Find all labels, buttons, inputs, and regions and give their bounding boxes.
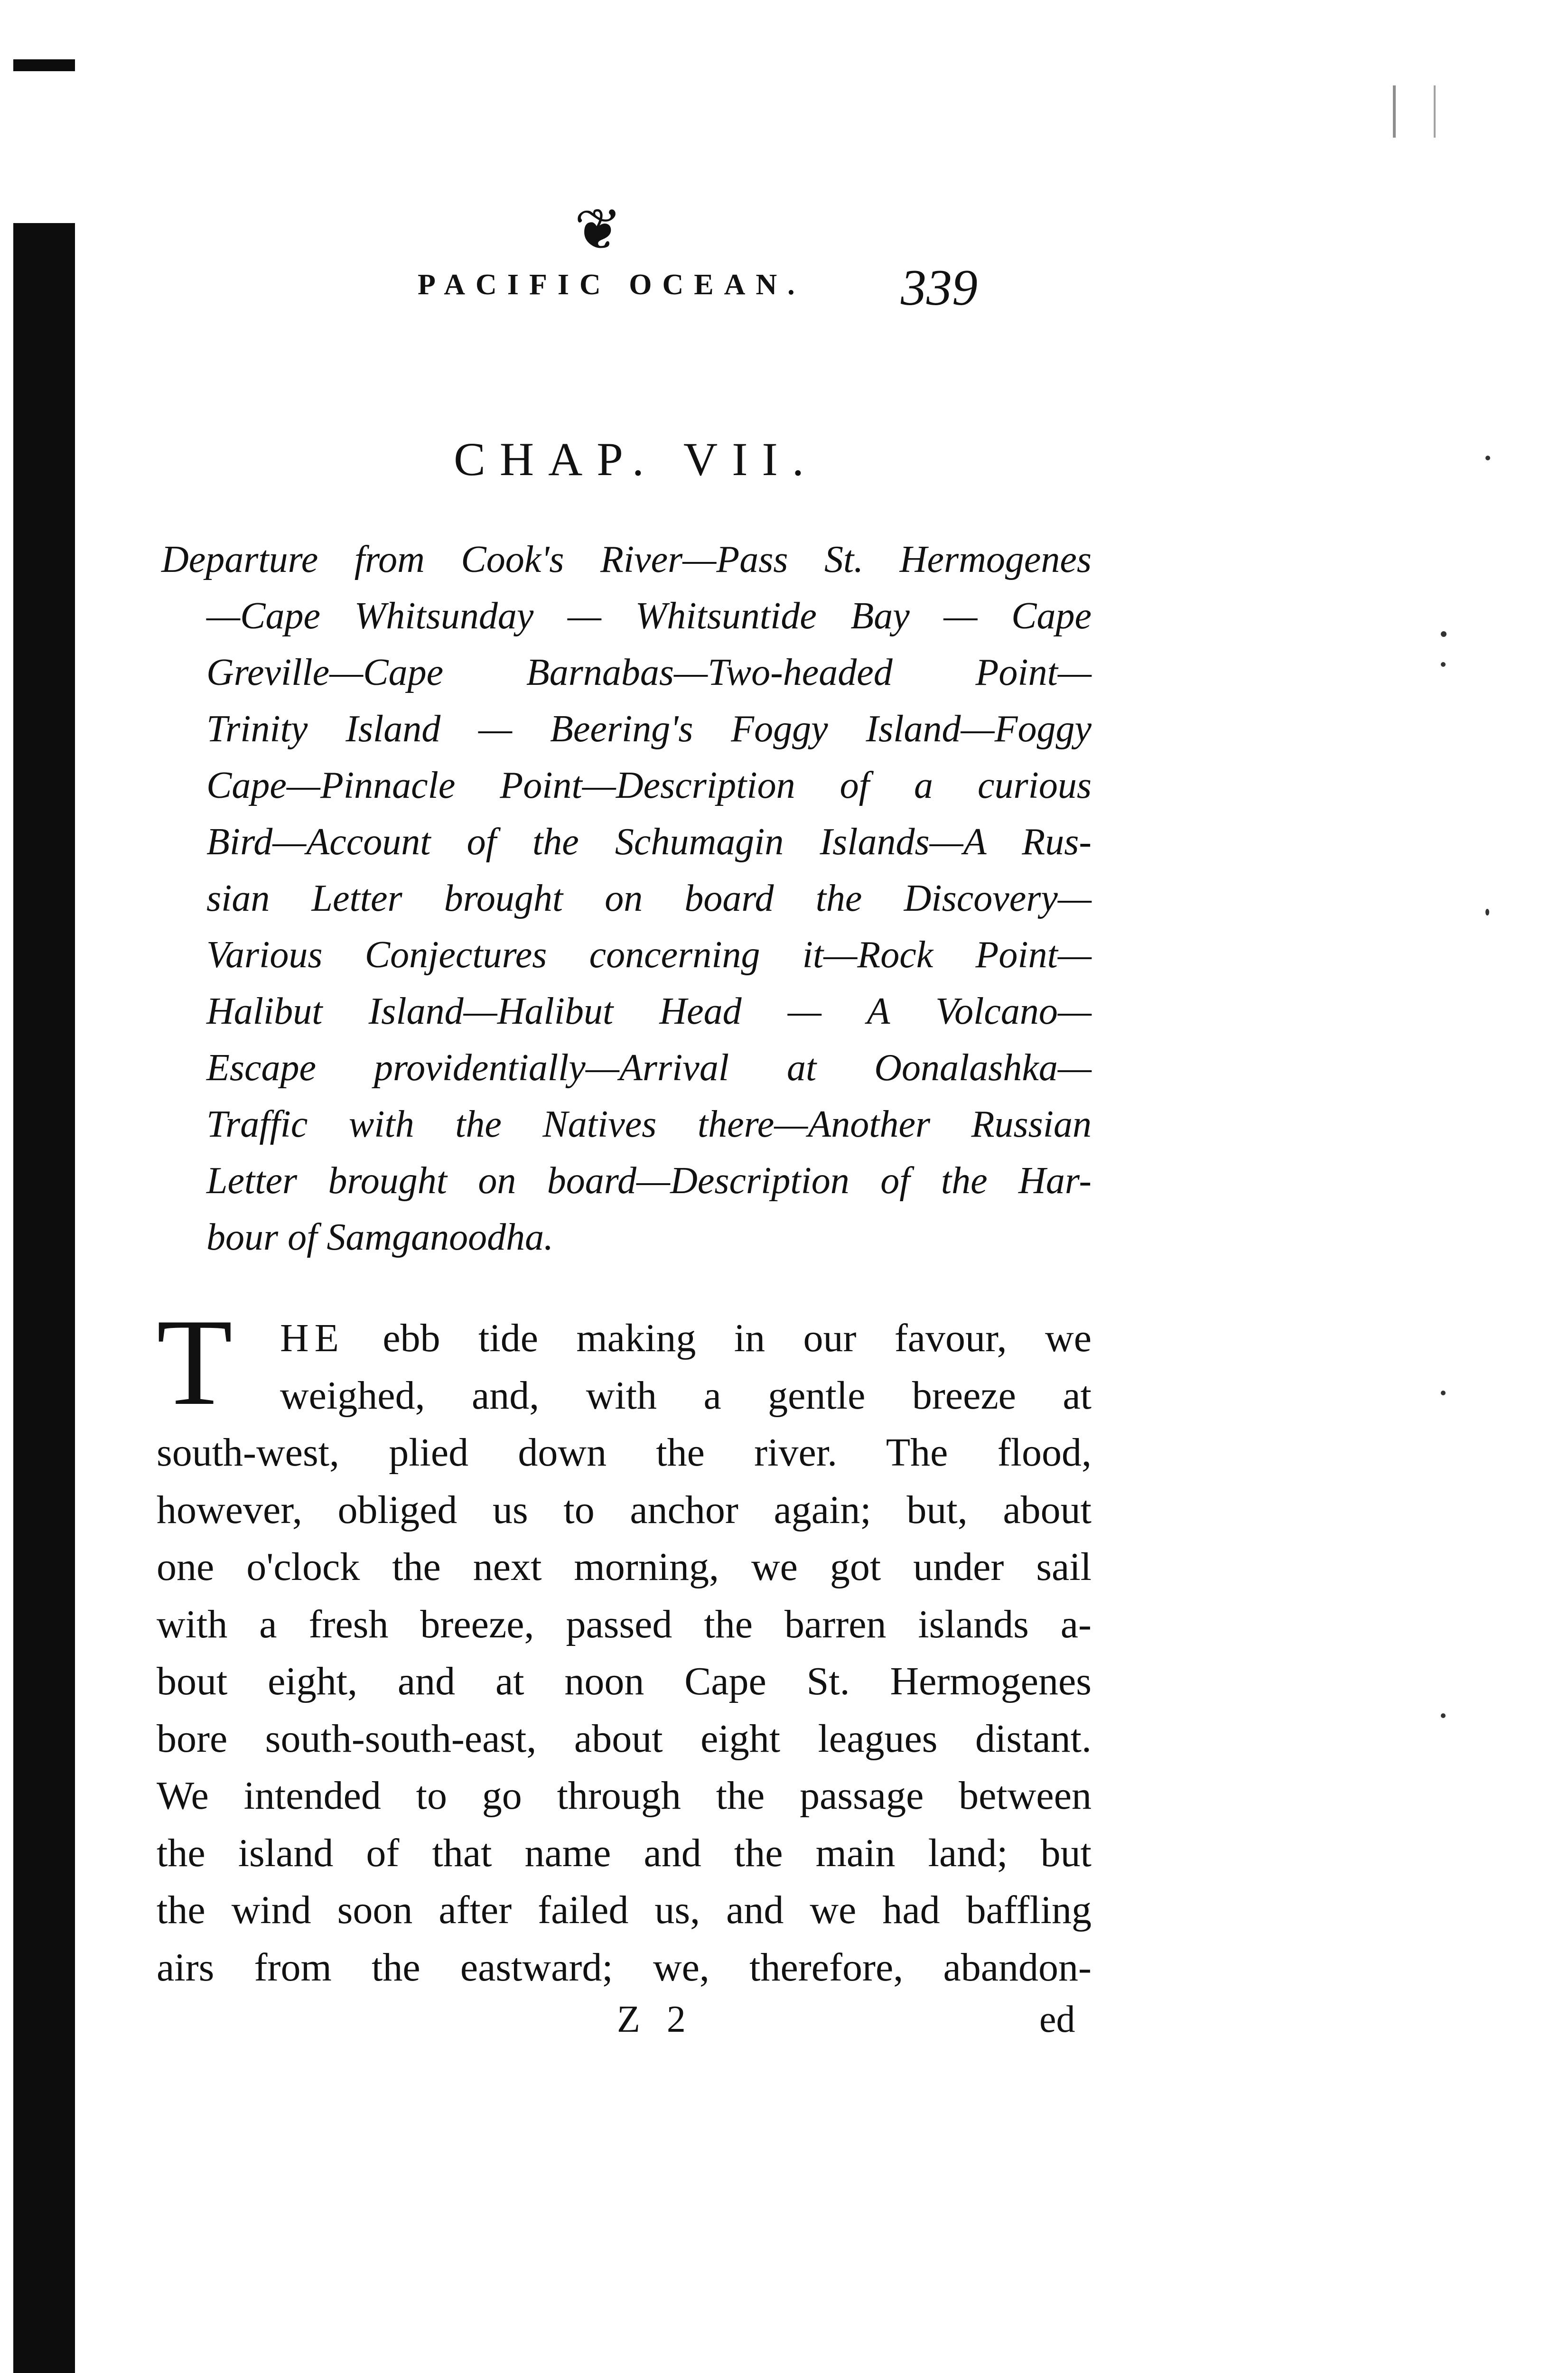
body-line bbox=[157, 1310, 1092, 1367]
body-line: however, obliged us to anchor again; but, about bbox=[157, 1487, 1092, 1532]
body-line: the island of that name and the main land; but bbox=[157, 1831, 1092, 1875]
scan-speck bbox=[1441, 662, 1446, 667]
scan-speck bbox=[1485, 909, 1489, 916]
chapter-title: CHAP. VII. bbox=[454, 433, 818, 486]
body-line: bout eight, and at noon Cape St. Hermogenes bbox=[157, 1659, 1092, 1703]
running-title: PACIFIC OCEAN. bbox=[418, 269, 805, 301]
body-line: with a fresh breeze, passed the barren islands a- bbox=[157, 1602, 1092, 1646]
body-line-text: ebb tide making in our favour, we bbox=[383, 1316, 1092, 1360]
summary-line: Cape—Pinnacle Point—Description of a curious bbox=[206, 765, 1092, 806]
body-line: one o'clock the next morning, we got under sail bbox=[157, 1545, 1092, 1589]
summary-line: Letter brought on board—Description of the Har- bbox=[206, 1160, 1092, 1202]
scan-speck bbox=[1441, 1391, 1446, 1395]
page-number: 339 bbox=[901, 260, 978, 316]
chapter-summary bbox=[161, 532, 1092, 1266]
scan-edge-shadow bbox=[13, 223, 75, 2373]
summary-line: Escape providentially—Arrival at Oonalashka— bbox=[206, 1047, 1092, 1089]
body-line: weighed, and, with a gentle breeze at bbox=[280, 1373, 1092, 1418]
running-head bbox=[418, 198, 1082, 316]
summary-line: Bird—Account of the Schumagin Islands—A Rus- bbox=[206, 821, 1092, 863]
body-line: the wind soon after failed us, and we had baffling bbox=[157, 1888, 1092, 1932]
signature-mark: Z 2 bbox=[617, 1999, 694, 2040]
scan-speck bbox=[1441, 1713, 1446, 1718]
body-line: bore south-south-east, about eight leagues distant. bbox=[157, 1716, 1092, 1761]
body-line: airs from the eastward; we, therefore, abandon- bbox=[157, 1945, 1092, 1990]
scan-speck bbox=[1441, 631, 1447, 637]
catchword: ed bbox=[1039, 1999, 1075, 2040]
drop-cap: T bbox=[157, 1293, 233, 1431]
summary-line: —Cape Whitsunday — Whitsuntide Bay — Cape bbox=[206, 595, 1092, 637]
first-word: HE bbox=[280, 1316, 345, 1360]
summary-line: Trinity Island — Beering's Foggy Island—Foggy bbox=[206, 708, 1092, 750]
scan-edge-mark bbox=[13, 59, 75, 71]
summary-line: sian Letter brought on board the Discovery— bbox=[206, 878, 1092, 919]
summary-line: Greville—Cape Barnabas—Two-headed Point— bbox=[206, 652, 1092, 693]
summary-line: Halibut Island—Halibut Head — A Volcano— bbox=[206, 990, 1092, 1032]
ornament-icon: ❦ bbox=[574, 198, 622, 262]
body-paragraph bbox=[157, 1293, 1092, 1996]
scan-edge-mark bbox=[1393, 85, 1436, 138]
summary-line: Various Conjectures concerning it—Rock Point— bbox=[206, 934, 1092, 976]
summary-line: bour of Samganoodha. bbox=[206, 1216, 554, 1258]
scan-speck bbox=[1485, 456, 1490, 460]
body-line: south-west, plied down the river. The flood, bbox=[157, 1430, 1092, 1475]
summary-line: Departure from Cook's River—Pass St. Hermogenes bbox=[161, 539, 1092, 580]
summary-line: Traffic with the Natives there—Another Russian bbox=[206, 1103, 1092, 1145]
body-line: We intended to go through the passage between bbox=[157, 1774, 1092, 1818]
